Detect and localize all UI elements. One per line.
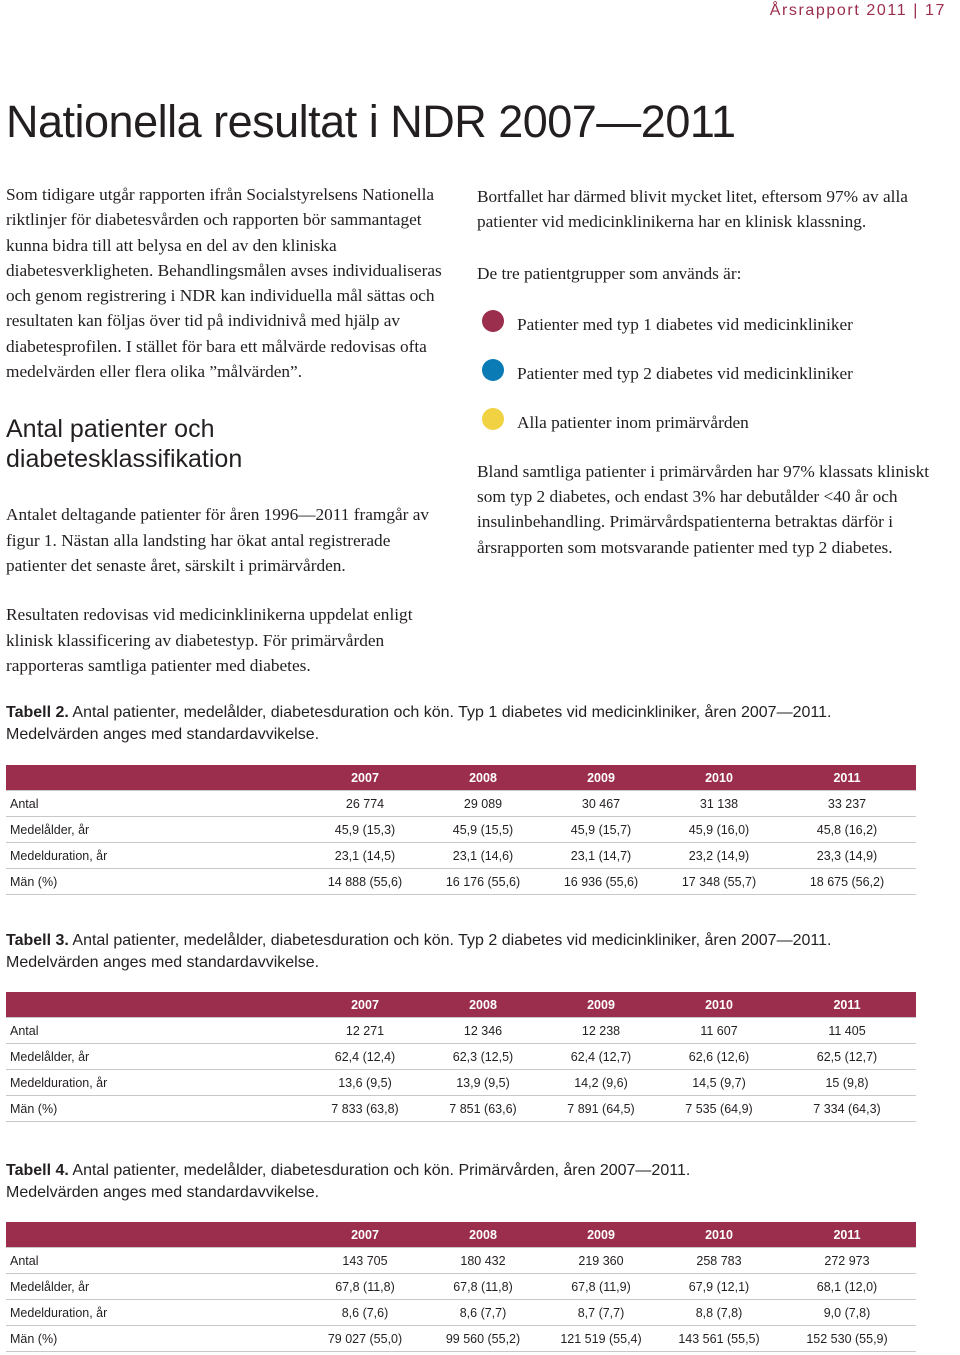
row-label: Män (%) — [6, 1096, 306, 1122]
spacer — [6, 474, 446, 502]
table-caption — [6, 702, 946, 746]
column-header-year: 2008 — [424, 1222, 542, 1248]
table-caption-note: Medelvärden anges med standardavvikelse. — [6, 1184, 320, 1201]
spacer — [477, 286, 937, 312]
table-cell: 12 271 — [306, 1018, 424, 1044]
table-cell: 62,5 (12,7) — [778, 1044, 916, 1070]
table-cell: 7 833 (63,8) — [306, 1096, 424, 1122]
patients-paragraph: Antalet deltagande patienter för åren 1996—2011 framgår av figur 1. Nästan alla landsting har ökat antal registrerade patienter det senaste året, särskilt i primärvården. — [6, 505, 430, 575]
column-header-year: 2009 — [542, 765, 660, 791]
table-cell: 13,6 (9,5) — [306, 1070, 424, 1096]
group-label: Patienter med typ 2 diabetes vid medicinkliniker — [517, 363, 853, 383]
column-header-year: 2007 — [306, 992, 424, 1018]
column-header-blank — [6, 765, 306, 791]
table-cell: 45,8 (16,2) — [778, 817, 916, 843]
table-cell: 62,3 (12,5) — [424, 1044, 542, 1070]
circle-icon — [482, 359, 504, 381]
column-header-year: 2009 — [542, 992, 660, 1018]
table-cell: 45,9 (15,5) — [424, 817, 542, 843]
page-title: Nationella resultat i NDR 2007—2011 — [6, 96, 736, 147]
table-row — [6, 1044, 916, 1070]
table-cell: 8,6 (7,6) — [306, 1300, 424, 1326]
table-cell: 258 783 — [660, 1248, 778, 1274]
table-row — [6, 1018, 916, 1044]
table-cell: 67,8 (11,8) — [306, 1274, 424, 1300]
table-cell: 14 888 (55,6) — [306, 869, 424, 895]
table-cell: 45,9 (16,0) — [660, 817, 778, 843]
table-cell: 68,1 (12,0) — [778, 1274, 916, 1300]
spacer — [6, 578, 446, 602]
table-cell: 45,9 (15,7) — [542, 817, 660, 843]
circle-icon — [482, 310, 504, 332]
table-cell: 152 530 (55,9) — [778, 1326, 916, 1352]
table-cell: 62,4 (12,7) — [542, 1044, 660, 1070]
row-label: Antal — [6, 1248, 306, 1274]
table-cell: 23,1 (14,5) — [306, 843, 424, 869]
row-label: Medelduration, år — [6, 843, 306, 869]
table-cell: 8,6 (7,7) — [424, 1300, 542, 1326]
group-label: Alla patienter inom primärvården — [517, 412, 749, 432]
table-label: Tabell 2. — [6, 704, 69, 721]
table-cell: 143 561 (55,5) — [660, 1326, 778, 1352]
column-header-year: 2011 — [778, 992, 916, 1018]
table-row — [6, 791, 916, 817]
table-cell: 26 774 — [306, 791, 424, 817]
row-label: Medelålder, år — [6, 1044, 306, 1070]
table-cell: 33 237 — [778, 791, 916, 817]
table-row — [6, 1300, 916, 1326]
column-header-year: 2008 — [424, 765, 542, 791]
row-label: Män (%) — [6, 869, 306, 895]
table-row — [6, 1070, 916, 1096]
dropout-paragraph: Bortfallet har därmed blivit mycket litet, eftersom 97% av alla patienter vid medicinklinikerna har en klinisk klassning. — [477, 187, 908, 232]
intro-paragraph: Som tidigare utgår rapporten ifrån Socialstyrelsens Nationella riktlinjer för diabetesvården och rapporten bör sammantaget kunna bidra till att belysa en del av den kliniska diabetesverkligheten. Behandlingsmålen avses individualiseras och genom registrering i NDR kan individuella mål sättas och resultaten kan följas över tid på individnivå med hjälp av diabetesprofilen. I stället för bara ett målvärde redovisas ofta medelvärden eller flera olika ”målvärden”. — [6, 185, 442, 382]
patient-group-primary-care — [477, 410, 937, 459]
table-cell: 23,2 (14,9) — [660, 843, 778, 869]
header-separator: | — [913, 2, 919, 19]
results-paragraph: Resultaten redovisas vid medicinklinikerna uppdelat enligt klinisk klassificering av diabetestyp. För primärvården rapporteras samtliga patienter med diabetes. — [6, 605, 413, 675]
table-cell: 7 334 (64,3) — [778, 1096, 916, 1122]
table-cell: 62,6 (12,6) — [660, 1044, 778, 1070]
patient-group-list — [477, 312, 937, 459]
column-header-year: 2010 — [660, 765, 778, 791]
left-column — [6, 182, 446, 678]
row-label: Medelålder, år — [6, 817, 306, 843]
column-header-year: 2008 — [424, 992, 542, 1018]
column-header-year: 2009 — [542, 1222, 660, 1248]
table-cell: 23,3 (14,9) — [778, 843, 916, 869]
table-cell: 14,2 (9,6) — [542, 1070, 660, 1096]
row-label: Medelålder, år — [6, 1274, 306, 1300]
column-header-blank — [6, 1222, 306, 1248]
group-label: Patienter med typ 1 diabetes vid medicinkliniker — [517, 314, 853, 334]
table-row — [6, 1274, 916, 1300]
column-header-year: 2010 — [660, 992, 778, 1018]
table-caption — [6, 1160, 946, 1204]
table-cell: 62,4 (12,4) — [306, 1044, 424, 1070]
column-header-blank — [6, 992, 306, 1018]
report-name: Årsrapport 2011 — [769, 2, 908, 19]
table-cell: 14,5 (9,7) — [660, 1070, 778, 1096]
table-cell: 7 891 (64,5) — [542, 1096, 660, 1122]
table-row — [6, 843, 916, 869]
table-caption-note: Medelvärden anges med standardavvikelse. — [6, 954, 320, 971]
table-cell: 8,8 (7,8) — [660, 1300, 778, 1326]
table-header-row — [6, 765, 916, 791]
table-row — [6, 869, 916, 895]
section-heading: Antal patienter och diabetesklassifikation — [6, 415, 243, 474]
right-column — [477, 184, 937, 560]
table-cell: 67,8 (11,8) — [424, 1274, 542, 1300]
table-cell: 79 027 (55,0) — [306, 1326, 424, 1352]
table-row — [6, 1096, 916, 1122]
row-label: Antal — [6, 791, 306, 817]
patient-group-type2 — [477, 361, 937, 410]
table-cell: 17 348 (55,7) — [660, 869, 778, 895]
table-cell: 7 535 (64,9) — [660, 1096, 778, 1122]
table-cell: 8,7 (7,7) — [542, 1300, 660, 1326]
table-label: Tabell 3. — [6, 932, 69, 949]
table-caption-text: Antal patienter, medelålder, diabetesduration och kön. Typ 2 diabetes vid medicinkliniker, åren 2007—2011. — [72, 932, 832, 949]
table-cell: 16 176 (55,6) — [424, 869, 542, 895]
table-cell: 121 519 (55,4) — [542, 1326, 660, 1352]
table-caption-text: Antal patienter, medelålder, diabetesduration och kön. Primärvården, åren 2007—2011. — [72, 1162, 691, 1179]
table-label: Tabell 4. — [6, 1162, 69, 1179]
table-cell: 9,0 (7,8) — [778, 1300, 916, 1326]
column-header-year: 2011 — [778, 1222, 916, 1248]
table-cell: 219 360 — [542, 1248, 660, 1274]
table-cell: 12 346 — [424, 1018, 542, 1044]
table-cell: 45,9 (15,3) — [306, 817, 424, 843]
row-label: Medelduration, år — [6, 1300, 306, 1326]
row-label: Antal — [6, 1018, 306, 1044]
table-cell: 67,8 (11,9) — [542, 1274, 660, 1300]
table-cell: 16 936 (55,6) — [542, 869, 660, 895]
table-cell: 18 675 (56,2) — [778, 869, 916, 895]
table-header-row — [6, 1222, 916, 1248]
patient-group-type1 — [477, 312, 937, 361]
table-caption — [6, 930, 946, 974]
table-cell: 11 405 — [778, 1018, 916, 1044]
table-cell: 67,9 (12,1) — [660, 1274, 778, 1300]
table-cell: 13,9 (9,5) — [424, 1070, 542, 1096]
column-header-year: 2007 — [306, 1222, 424, 1248]
table-caption-text: Antal patienter, medelålder, diabetesduration och kön. Typ 1 diabetes vid medicinkliniker, åren 2007—2011. — [72, 704, 832, 721]
table-cell: 99 560 (55,2) — [424, 1326, 542, 1352]
circle-icon — [482, 408, 504, 430]
primary-care-paragraph: Bland samtliga patienter i primärvården har 97% klassats kliniskt som typ 2 diabetes, och endast 3% har debutålder <40 år och insulinbehandling. Primärvårdspatienterna betraktas därför i årsrapporten som motsvarande patienter med typ 2 diabetes. — [477, 461, 930, 557]
row-label: Män (%) — [6, 1326, 306, 1352]
table-header-row — [6, 992, 916, 1018]
table-row — [6, 1248, 916, 1274]
table-cell: 15 (9,8) — [778, 1070, 916, 1096]
table-row — [6, 1326, 916, 1352]
table-cell: 143 705 — [306, 1248, 424, 1274]
groups-intro: De tre patientgrupper som används är: — [477, 263, 742, 283]
table-cell: 12 238 — [542, 1018, 660, 1044]
page-header — [770, 2, 946, 20]
spacer — [6, 384, 446, 414]
column-header-year: 2011 — [778, 765, 916, 791]
table-cell: 180 432 — [424, 1248, 542, 1274]
table-cell: 272 973 — [778, 1248, 916, 1274]
table-cell: 31 138 — [660, 791, 778, 817]
table-cell: 7 851 (63,6) — [424, 1096, 542, 1122]
column-header-year: 2010 — [660, 1222, 778, 1248]
table-cell: 30 467 — [542, 791, 660, 817]
row-label: Medelduration, år — [6, 1070, 306, 1096]
spacer — [477, 235, 937, 261]
table-cell: 29 089 — [424, 791, 542, 817]
table-cell: 23,1 (14,6) — [424, 843, 542, 869]
page-number: 17 — [925, 2, 946, 19]
data-table — [6, 992, 916, 1122]
data-table — [6, 1222, 916, 1352]
table-cell: 11 607 — [660, 1018, 778, 1044]
data-table — [6, 765, 916, 895]
table-row — [6, 817, 916, 843]
table-cell: 23,1 (14,7) — [542, 843, 660, 869]
table-caption-note: Medelvärden anges med standardavvikelse. — [6, 726, 320, 743]
column-header-year: 2007 — [306, 765, 424, 791]
